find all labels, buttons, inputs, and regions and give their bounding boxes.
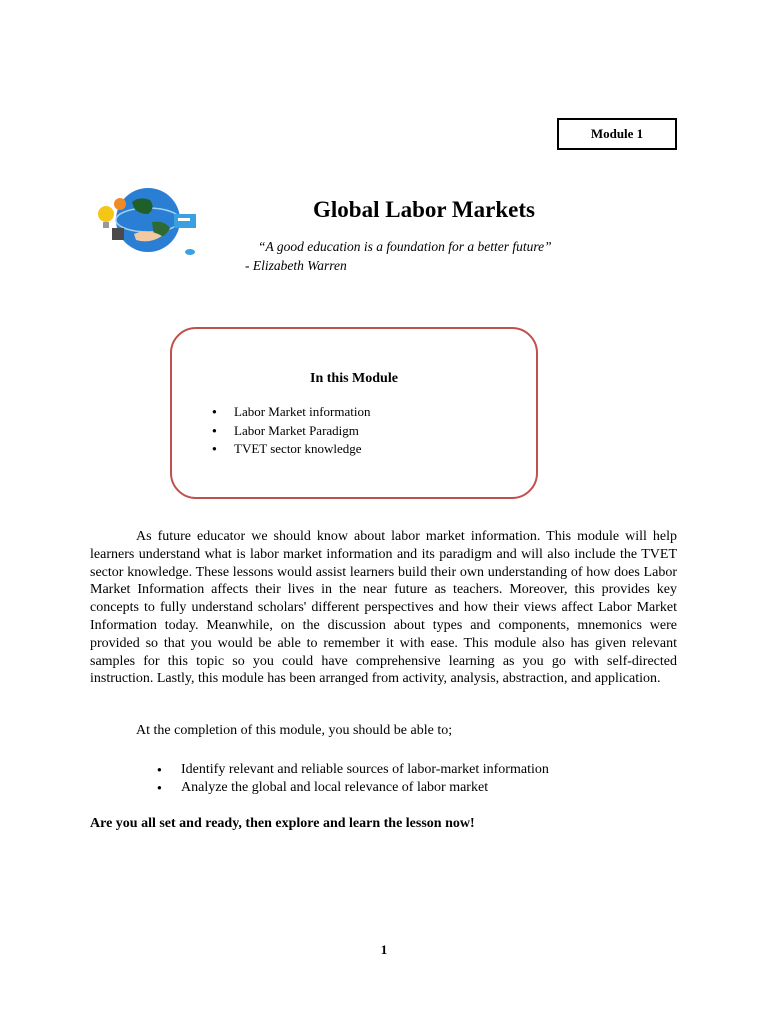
page-number: 1 — [380, 942, 388, 957]
module-label: Module 1 — [590, 126, 644, 141]
panel-heading: In this Module — [310, 371, 398, 386]
list-item: ● TVET sector knowledge — [208, 440, 370, 459]
list-item: ● Labor Market Paradigm — [208, 422, 370, 441]
module-topics-list — [208, 403, 370, 459]
closing-text: Are you all set and ready, then explore and learn the lesson now! — [90, 816, 475, 831]
list-item: ● Labor Market information — [208, 403, 370, 422]
quote-text: “A good education is a foundation for a better future” — [258, 239, 552, 254]
quote-author: - Elizabeth Warren — [245, 258, 347, 273]
module-overview-panel — [170, 327, 538, 499]
intro-paragraph: As future educator we should know about labor market information. This module will help learners understand what is labor market information and its paradigm and will also include the TVET sector knowledge. These lessons would assist learners build their own understanding of how does Labor Market Information affects their lives in the near future as teachers. Moreover, this provides key concepts to fully understand scholars' different perspectives and how their views affect Labor Market Information today. Meanwhile, on the discussion about types and components, mnemonics were provided so that you would be able to remember it with ease. This module also has given relevant samples for this topic so you could have comprehensive learning as you go with self-directed instruction. Lastly, this module has been arranged from activity, analysis, abstraction, and application. — [90, 529, 677, 687]
globe-business-icon — [90, 180, 202, 264]
completion-text: At the completion of this module, you should be able to; — [136, 723, 453, 738]
module-label-box — [557, 118, 677, 150]
objectives-list — [155, 761, 549, 797]
page-title: Global Labor Markets — [313, 197, 535, 222]
list-item: ● Analyze the global and local relevance of labor market — [155, 779, 549, 797]
list-item: ● Identify relevant and reliable sources of labor-market information — [155, 761, 549, 779]
